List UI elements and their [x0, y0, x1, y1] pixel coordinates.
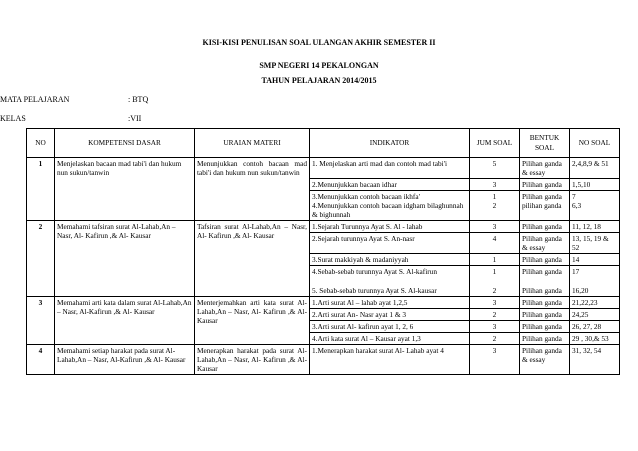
- cell-no-soal-text: 1,5,10: [572, 180, 591, 189]
- cell-jum-soal-text: 1: [492, 255, 497, 264]
- cell-indikator-text: 4.Arti kata surat Al – Kausar ayat 1,3: [312, 334, 421, 343]
- cell-jum-soal: [470, 254, 520, 266]
- cell-jum-soal-text-2: 2: [492, 286, 497, 295]
- cell-bentuk-soal-text: Pilihan ganda: [522, 180, 562, 189]
- subject-value: : BTQ: [128, 95, 149, 104]
- cell-kompetensi: Memahami arti kata dalam surat Al-Lahab,An – Nasr, Al-Kafirun ,& Al- Kausar: [55, 297, 195, 345]
- cell-bentuk-soal: [520, 309, 570, 321]
- cell-no-soal-text: 14: [572, 255, 580, 264]
- cell-no-soal-text-2: 16,20: [572, 286, 589, 295]
- cell-jum-soal: [470, 309, 520, 321]
- academic-year: TAHUN PELAJARAN 2014/2015: [261, 76, 377, 85]
- cell-bentuk-soal: [520, 191, 570, 221]
- cell-indikator: [310, 191, 470, 221]
- cell-no-soal-text: 29 , 30,& 53: [572, 334, 609, 343]
- cell-no-soal: [570, 233, 620, 254]
- cell-indikator-text: 3.Menunjukkan contoh bacaan ikhfa' 4.Menunjukkan contoh bacaan idgham bilaghunnah & bighunnah: [312, 192, 464, 219]
- cell-indikator: [310, 321, 470, 333]
- cell-jum-soal-text: 3: [492, 322, 497, 331]
- cell-bentuk-soal: [520, 179, 570, 191]
- cell-no-soal-text: 11, 12, 18: [572, 222, 601, 231]
- cell-indikator-text: 2.Arti surat An- Nasr ayat 1 & 3: [312, 310, 407, 319]
- cell-uraian: Tafsiran surat Al-Lahab,An – Nasr, Al- Kafirun ,& Al- Kausar: [195, 221, 310, 297]
- cell-no: 1: [27, 158, 55, 221]
- cell-bentuk-soal-text: Pilihan ganda: [522, 322, 562, 331]
- cell-bentuk-soal: [520, 297, 570, 309]
- table-row: [27, 297, 620, 309]
- cell-no-soal: [570, 179, 620, 191]
- cell-bentuk-soal: [520, 221, 570, 233]
- cell-no-soal-text: 17: [572, 267, 580, 276]
- cell-jum-soal-text: 1 2: [492, 192, 497, 210]
- cell-kompetensi: Memahami tafsiran surat Al-Lahab,An – Nasr, Al- Kafirun ,& Al- Kausar: [55, 221, 195, 297]
- school-name: SMP NEGERI 14 PEKALONGAN: [259, 61, 379, 70]
- cell-bentuk-soal-text: Pilihan ganda & essay: [522, 234, 562, 252]
- cell-bentuk-soal-text: Pilihan ganda: [522, 334, 562, 343]
- cell-jum-soal: [470, 158, 520, 179]
- cell-kompetensi: Menjelaskan bacaan mad tabi'i dan hukum nun sukun/tanwin: [55, 158, 195, 221]
- cell-indikator-text: 1.Arti surat Al – lahab ayat 1,2,5: [312, 298, 408, 307]
- cell-bentuk-soal-text: Pilihan ganda & essay: [522, 346, 562, 364]
- cell-no-soal: [570, 158, 620, 179]
- cell-jum-soal-text: 2: [492, 334, 497, 343]
- cell-no-soal: [570, 321, 620, 333]
- cell-jum-soal: [470, 345, 520, 375]
- cell-indikator: [310, 297, 470, 309]
- cell-jum-soal-text: 3: [492, 298, 497, 307]
- table-row: [27, 221, 620, 233]
- cell-indikator-text: 1.Sejarah Turunnya Ayat S. Al - lahab: [312, 222, 423, 231]
- document-title: KISI-KISI PENULISAN SOAL ULANGAN AKHIR SEMESTER II: [202, 38, 436, 47]
- cell-jum-soal-text: 5: [492, 159, 497, 168]
- cell-indikator-text: 3.Arti surat Al- kafirun ayat 1, 2, 6: [312, 322, 414, 331]
- cell-bentuk-soal-text: Pilihan ganda: [522, 298, 562, 307]
- cell-indikator-text: 2.Menunjukkan bacaan idhar: [312, 180, 397, 189]
- cell-jum-soal: [470, 321, 520, 333]
- cell-no-soal: [570, 309, 620, 321]
- cell-jum-soal-text: 3: [492, 346, 497, 355]
- cell-bentuk-soal: [520, 233, 570, 254]
- cell-no-soal: [570, 254, 620, 266]
- cell-jum-soal: [470, 333, 520, 345]
- cell-bentuk-soal: [520, 266, 570, 297]
- cell-indikator: [310, 233, 470, 254]
- table-row: [27, 158, 620, 179]
- cell-bentuk-soal-text: Pilihan ganda: [522, 310, 562, 319]
- cell-kompetensi: Memahami setiap harakat pada surat Al-Lahab,An – Nasr, Al-Kafirun ,& Al- Kausar: [55, 345, 195, 375]
- class-label: KELAS: [0, 114, 26, 123]
- col-header-indikator: INDIKATOR: [310, 129, 470, 158]
- cell-no-soal-text: 21,22,23: [572, 298, 598, 307]
- cell-indikator-text: 4.Sebab-sebab turunnya Ayat S. Al-kafirun: [312, 267, 437, 276]
- cell-jum-soal-text: 2: [492, 310, 497, 319]
- cell-indikator-text-2: 5. Sebab-sebab turunnya Ayat S. Al-kausar: [312, 286, 437, 295]
- cell-no-soal: [570, 221, 620, 233]
- cell-indikator: [310, 221, 470, 233]
- cell-indikator-text: 1.Menerapkan harakat surat Al- Lahab ayat 4: [312, 346, 444, 355]
- cell-no-soal-text: 13, 15, 19 & 52: [572, 234, 609, 252]
- cell-jum-soal-text: 1: [492, 267, 497, 276]
- cell-indikator: [310, 254, 470, 266]
- cell-no: 4: [27, 345, 55, 375]
- col-header-no-soal: NO SOAL: [570, 129, 620, 158]
- cell-jum-soal-text: 3: [492, 180, 497, 189]
- cell-no-soal-text: 31, 32, 54: [572, 346, 602, 355]
- cell-jum-soal-text: 4: [492, 234, 497, 243]
- cell-bentuk-soal-text: Pilihan ganda: [522, 267, 562, 276]
- cell-no: 2: [27, 221, 55, 297]
- cell-bentuk-soal: [520, 158, 570, 179]
- class-value: :VII: [128, 114, 142, 123]
- table-row: [27, 345, 620, 375]
- cell-uraian: Menerapkan harakat pada surat Al-Lahab,An – Nasr, Al- Kafirun ,& Al- Kausar: [195, 345, 310, 375]
- cell-jum-soal: [470, 221, 520, 233]
- cell-no-soal: [570, 345, 620, 375]
- cell-indikator: [310, 309, 470, 321]
- cell-no-soal-text: 26, 27, 28: [572, 322, 602, 331]
- cell-bentuk-soal: [520, 254, 570, 266]
- cell-no-soal-text: 24,25: [572, 310, 589, 319]
- cell-no-soal: [570, 333, 620, 345]
- cell-indikator: [310, 158, 470, 179]
- cell-bentuk-soal-text: Pilihan ganda: [522, 222, 562, 231]
- cell-bentuk-soal-text: Pilihan ganda & essay: [522, 159, 562, 177]
- col-header-jum-soal: JUM SOAL: [470, 129, 520, 158]
- col-header-no: NO: [27, 129, 55, 158]
- cell-bentuk-soal-text: Pilihan ganda: [522, 255, 562, 264]
- cell-no: 3: [27, 297, 55, 345]
- col-header-kompetensi: KOMPETENSI DASAR: [55, 129, 195, 158]
- cell-indikator: [310, 266, 470, 297]
- cell-no-soal: [570, 297, 620, 309]
- cell-bentuk-soal-text-2: Pilihan ganda: [522, 286, 562, 295]
- cell-uraian: Menterjemahkan arti kata surat Al-Lahab,An – Nasr, Al- Kafirun ,& Al- Kausar: [195, 297, 310, 345]
- cell-uraian: Menunjukkan contoh bacaan mad tabi'i dan hukum nun sukun/tanwin: [195, 158, 310, 221]
- cell-jum-soal: [470, 233, 520, 254]
- cell-jum-soal: [470, 266, 520, 297]
- cell-indikator: [310, 179, 470, 191]
- table-header-row: [27, 129, 620, 158]
- cell-jum-soal: [470, 191, 520, 221]
- cell-bentuk-soal: [520, 321, 570, 333]
- col-header-bentuk-soal: BENTUK SOAL: [520, 129, 570, 158]
- cell-indikator-text: 1. Menjelaskan arti mad dan contoh mad tabi'i: [312, 159, 448, 168]
- cell-jum-soal-text: 3: [492, 222, 497, 231]
- cell-indikator: [310, 333, 470, 345]
- subject-label: MATA PELAJARAN: [0, 95, 70, 104]
- cell-no-soal: [570, 191, 620, 221]
- cell-bentuk-soal: [520, 333, 570, 345]
- cell-no-soal: [570, 266, 620, 297]
- cell-no-soal-text: 2,4,8,9 & 51: [572, 159, 609, 168]
- cell-indikator-text: 2.Sejarah turunnya Ayat S. An-nasr: [312, 234, 415, 243]
- kisi-kisi-table: [26, 128, 620, 375]
- col-header-uraian: URAIAN MATERI: [195, 129, 310, 158]
- cell-no-soal-text: 7 6,3: [572, 192, 582, 210]
- table-body: [27, 158, 620, 375]
- cell-bentuk-soal: [520, 345, 570, 375]
- cell-bentuk-soal-text: Pilihan ganda pilihan ganda: [522, 192, 562, 210]
- cell-indikator: [310, 345, 470, 375]
- cell-indikator-text: 3.Surat makkiyah & madaniyyah: [312, 255, 409, 264]
- cell-jum-soal: [470, 179, 520, 191]
- cell-jum-soal: [470, 297, 520, 309]
